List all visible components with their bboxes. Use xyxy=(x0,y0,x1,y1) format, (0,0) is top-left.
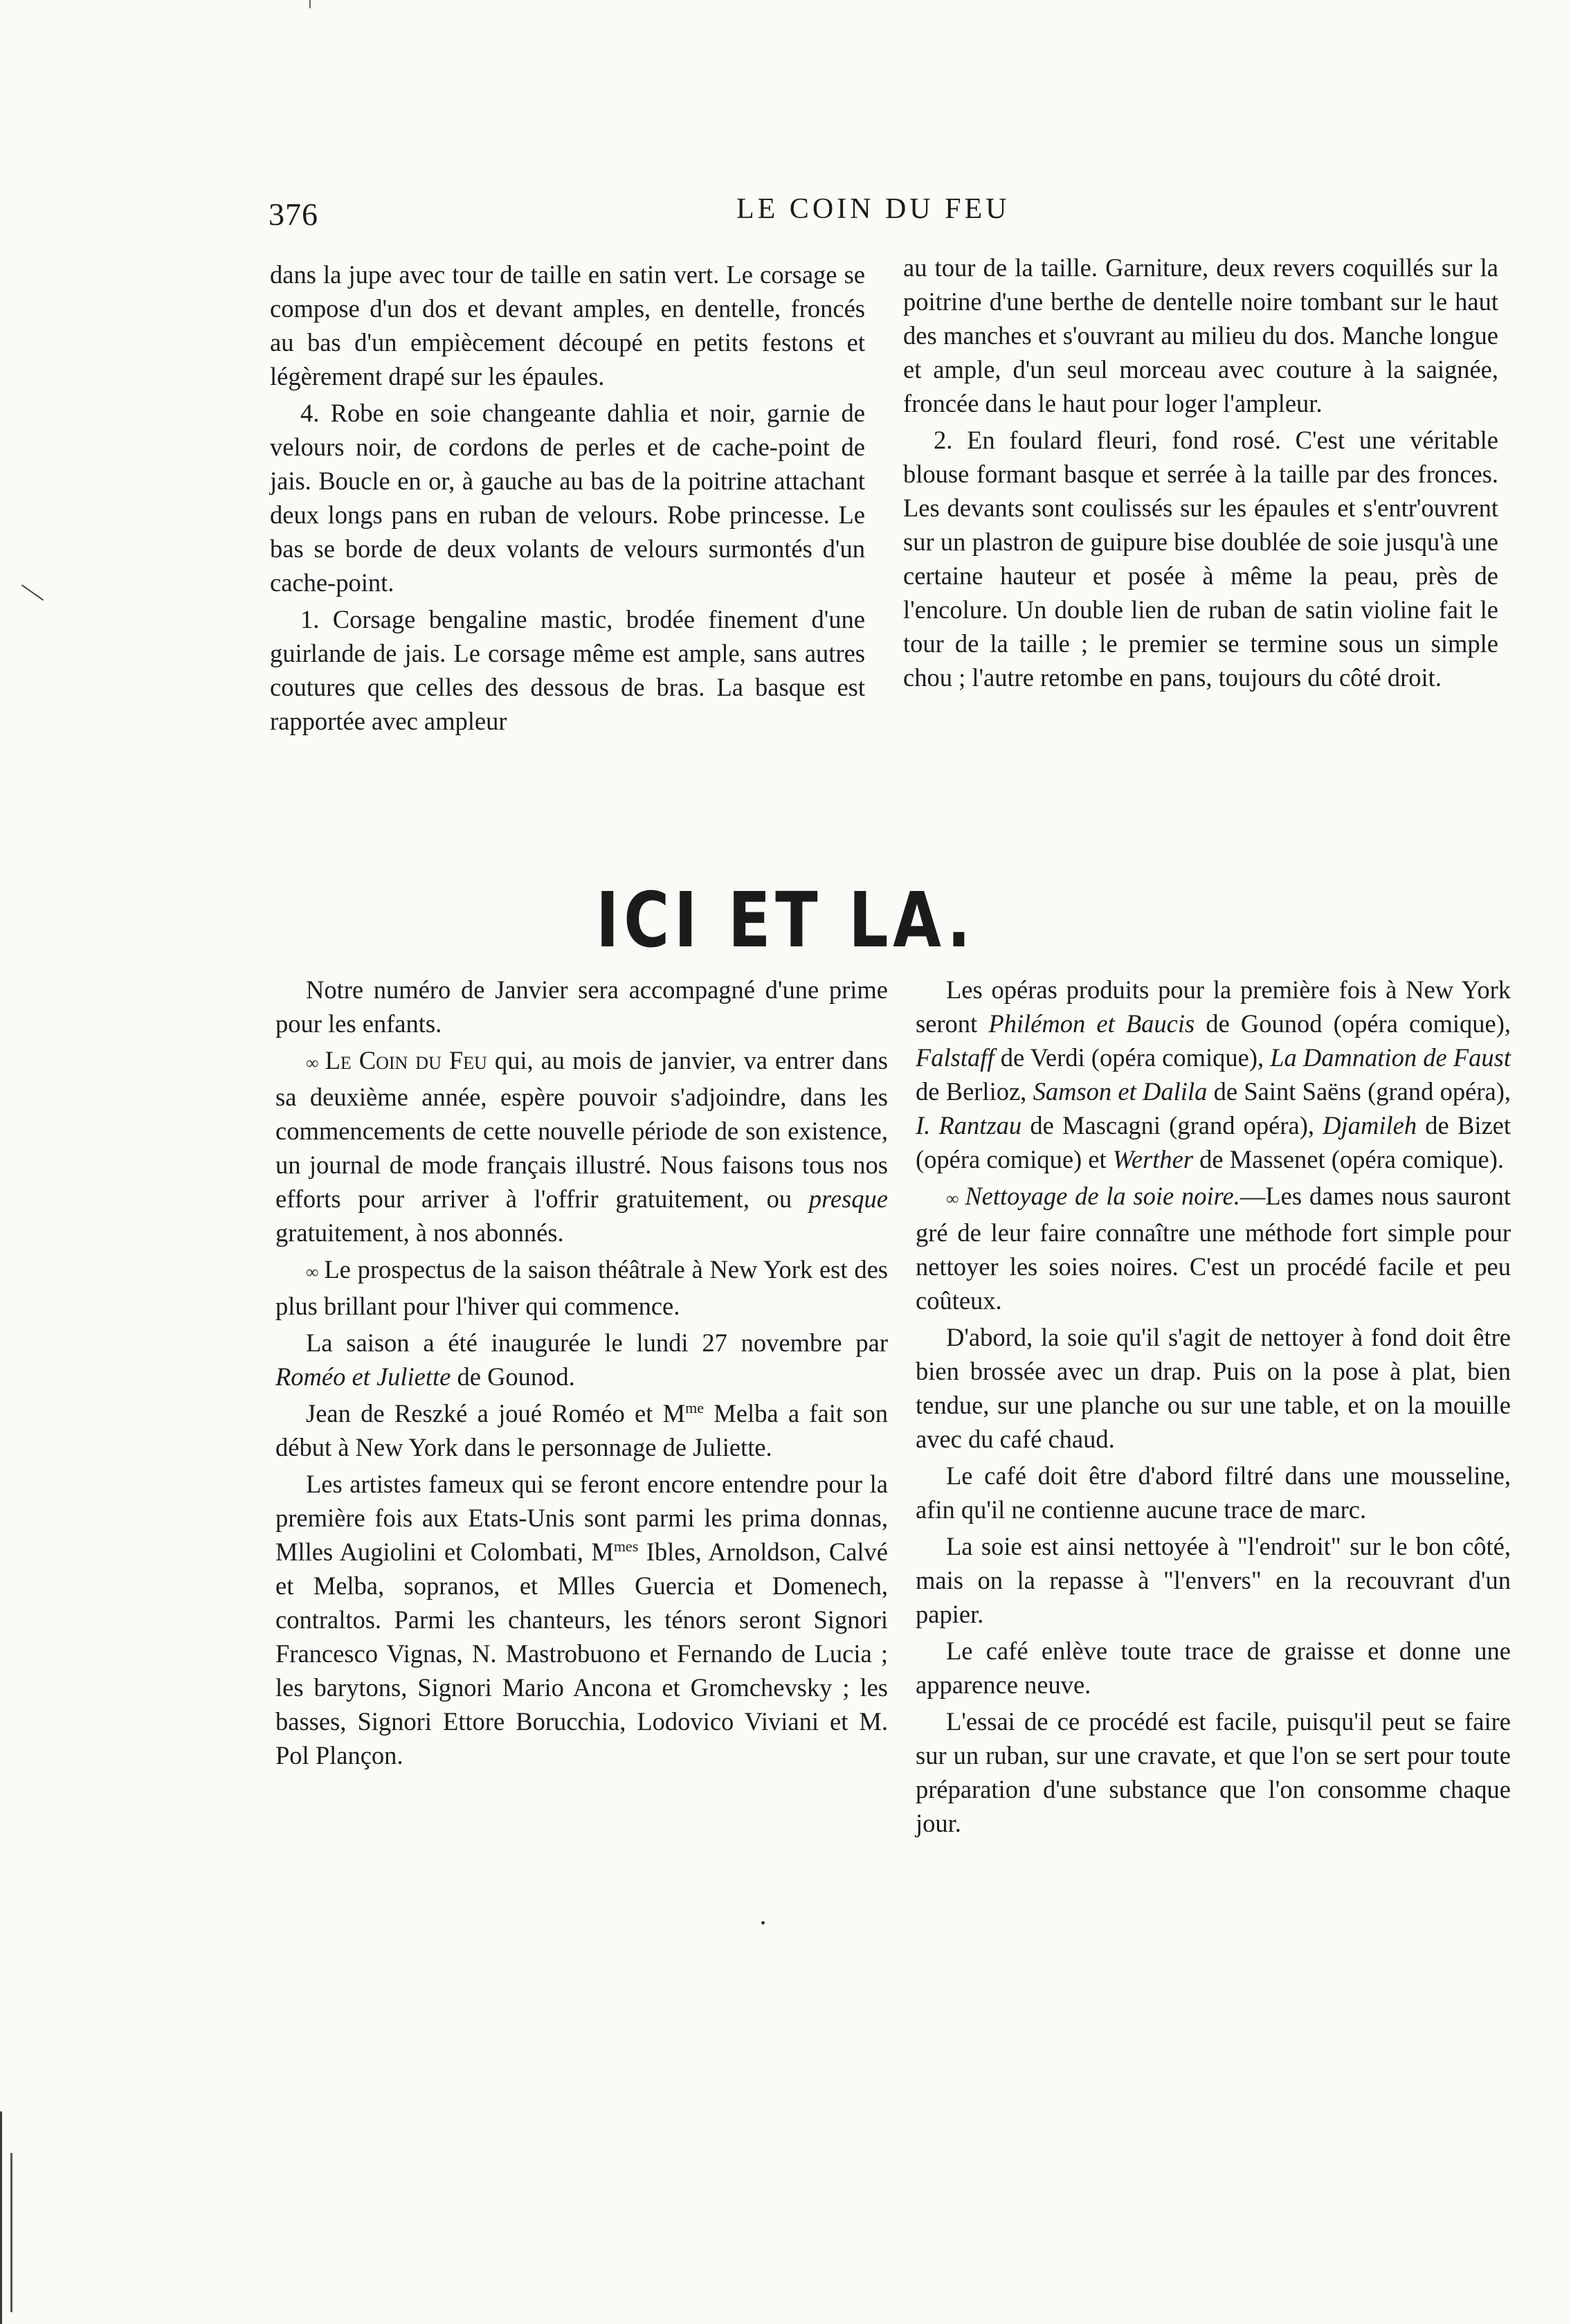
ornament-icon: ∞ xyxy=(306,1262,318,1282)
print-dot xyxy=(761,1921,765,1925)
bottom-right-column xyxy=(916,973,1511,1843)
margin-pen-mark xyxy=(21,584,44,600)
paragraph: au tour de la taille. Garniture, deux revers coquillés sur la poitrine d'une berthe de dentelle noire tombant sur le haut des manches et s'ouvrant au milieu du dos. Manche longue et ample, d'un seul morceau avec couture à la saignée, froncée dans le haut pour loger l'ampleur. xyxy=(903,253,1498,417)
running-title: LE COIN DU FEU xyxy=(736,193,1010,225)
paragraph: Notre numéro de Janvier sera accompagné d'une prime pour les enfants. xyxy=(275,975,888,1038)
paragraph: 2. En foulard fleuri, fond rosé. C'est une véritable blouse formant basque et serrée à la taille par des fronces. Les devants sont coulissés sur les épaules et s'entr'ouvrent sur un plastron de guipure bise doublée de soie jusqu'à une certaine hauteur et posée à même la peau, près de l'encolure. Un double lien de ruban de satin violine fait le tour de la taille ; le premier se termine sous un simple chou ; l'autre retombe en pans, toujours du côté droit. xyxy=(903,426,1498,692)
paragraph: Jean de Reszké a joué Roméo et $M^{me}$ Melba a fait son début à New York dans le personnage de Juliette. xyxy=(275,1398,888,1461)
paragraph: 4. Robe en soie changeante dahlia et noir, garnie de velours noir, de cordons de perles et de cache-point de jais. Boucle en or, à gauche au bas de la poitrine attachant deux longs pans en ruban de velours. Robe princesse. Le bas se borde de deux volants de velours surmontés d'un cache-point. xyxy=(270,399,865,597)
paragraph: ∞ Le prospectus de la saison théâtrale à New York est des plus brillant pour l'hiver qui commence. xyxy=(275,1255,888,1320)
bottom-left-column xyxy=(275,973,888,1775)
paragraph: dans la jupe avec tour de taille en satin vert. Le corsage se compose d'un dos et devant amples, en dentelle, froncés au bas d'un empiècement découpé en petits festons et légèrement drapé sur les épaules. xyxy=(270,260,865,390)
paragraph: L'essai de ce procédé est facile, puisqu'il peut se faire sur un ruban, sur une cravate, et que l'on se sert pour toute préparation d'une substance que l'on consomme chaque jour. xyxy=(916,1707,1511,1837)
ornament-icon: ∞ xyxy=(946,1189,958,1209)
paragraph: La soie est ainsi nettoyée à "l'endroit" sur le bon côté, mais on la repasse à "l'envers" en la recouvrant d'un papier. xyxy=(916,1532,1511,1628)
section-title: ICI ET LA. xyxy=(595,876,976,964)
paragraph: Le café enlève toute trace de graisse et donne une apparence neuve. xyxy=(916,1637,1511,1699)
journal-name: Le Coin du Feu xyxy=(325,1046,487,1074)
top-left-column xyxy=(270,258,865,741)
scan-artifact-top xyxy=(309,0,311,8)
paragraph: Le café doit être d'abord filtré dans une mousseline, afin qu'il ne contienne aucune trace de marc. xyxy=(916,1461,1511,1524)
page-number: 376 xyxy=(269,197,318,232)
paragraph: Les opéras produits pour la première fois à New York seront Philémon et Baucis de Gounod (opéra comique), Falstaff de Verdi (opéra comique), La Damnation de Faust de Berlioz, Samson et Dalila de Saint Saëns (grand opéra), I. Rantzau de Mascagni (grand opéra), Djamileh de Bizet (opéra comique) et Werther de Massenet (opéra comique). xyxy=(916,975,1511,1173)
paragraph: Les artistes fameux qui se feront encore entendre pour la première fois aux Etats-Unis sont parmi les prima donnas, Mlles Augiolini et Colombati, $M^{mes}$ Ibles, Arnoldson, Calvé et Melba, sopranos, et Mlles Guercia et Domenech, contraltos. Parmi les chanteurs, les ténors seront Signori Francesco Vignas, N. Mastrobuono et Fernando de Lucia ; les barytons, Signori Mario Ancona et Gromchevsky ; les basses, Signori Ettore Borucchia, Lodovico Viviani et M. Pol Plançon. xyxy=(275,1470,888,1769)
scan-edge-artifact xyxy=(0,2111,51,2324)
paragraph: La saison a été inaugurée le lundi 27 novembre par Roméo et Juliette de Gounod. xyxy=(275,1328,888,1391)
paragraph: 1. Corsage bengaline mastic, brodée finement d'une guirlande de jais. Le corsage même est ample, sans autres coutures que celles des dessous de bras. La basque est rapportée avec ampleur xyxy=(270,605,865,735)
paragraph: ∞ Le Coin du Feu qui, au mois de janvier, va entrer dans sa deuxième année, espère pouvoir s'adjoindre, dans les commencements de cette nouvelle période de son existence, un journal de mode français illustré. Nous faisons tous nos efforts pour arriver à l'offrir gratuitement, ou presque gratuitement, à nos abonnés. xyxy=(275,1046,888,1247)
paragraph: D'abord, la soie qu'il s'agit de nettoyer à fond doit être bien brossée avec un drap. Puis on la pose à plat, bien tendue, sur une planche ou sur une table, et on la mouille avec du café chaud. xyxy=(916,1323,1511,1453)
paragraph: ∞ Nettoyage de la soie noire.—Les dames nous sauront gré de leur faire connaître une méthode fort simple pour nettoyer les soies noires. C'est un procédé facile et peu coûteux. xyxy=(916,1182,1511,1315)
top-right-column xyxy=(903,251,1498,697)
ornament-icon: ∞ xyxy=(306,1053,318,1073)
